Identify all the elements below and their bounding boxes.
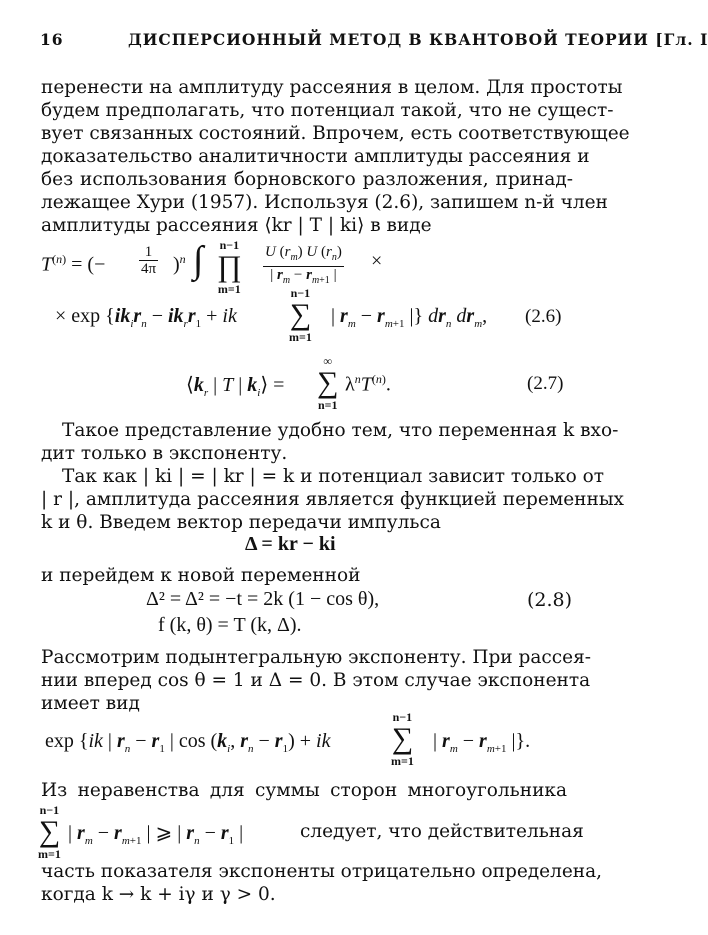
text-line: нии вперед cos θ = 1 и Δ = 0. В этом случае экспонента xyxy=(41,670,591,691)
equation-f-definition: f (k, θ) = T (k, Δ). xyxy=(158,614,302,636)
text-line: перенести на амплитуду рассеяния в целом. Для простоты xyxy=(41,77,623,98)
text-line: | r |, амплитуда рассеяния является функцией переменных xyxy=(41,489,624,510)
text-line: Рассмотрим подынтегральную экспоненту. При рассея- xyxy=(41,647,591,668)
product-operator: n−1 ∏ m=1 xyxy=(217,238,242,296)
running-title: ДИСПЕРСИОННЫЙ МЕТОД В КВАНТОВОЙ ТЕОРИИ [Гл. I xyxy=(128,30,708,49)
sum-operator: n−1 ∑ m=1 xyxy=(391,710,414,768)
page-number: 16 xyxy=(40,30,64,49)
equation-2-7: $⟨k_r$ | T | $k_i⟩$ = ∞ ∑ n=1 $\lambda^nT^{(n)}$. (2.7) xyxy=(186,354,564,412)
sum-operator: n−1 ∑ m=1 xyxy=(289,286,312,344)
text-line: Так как | ki | = | kr | = k и потенциал зависит только от xyxy=(62,466,605,487)
equation-number-2-8: (2.8) xyxy=(527,589,573,611)
fraction-one-over-4pi: $\frac{1}{4\pi}$ xyxy=(141,244,157,277)
equation-forward-exponent: exp {ik | $r_n - r_1$ | $\cos (k_i$, $r_n - r_1$) + ik n−1 ∑ m=1 | $r_m - r_{m+1}$ |}. xyxy=(45,710,531,768)
text-line: будем предполагать, что потенциал такой, что не сущест- xyxy=(41,100,614,121)
text-line: дит только в экспоненту. xyxy=(41,443,288,464)
equation-delta-definition: Δ = kr − ki xyxy=(245,533,336,555)
text-line: Такое представление удобно тем, что переменная k вхо- xyxy=(62,420,619,441)
equation-delta-squared: Δ² = Δ² = −t = 2k (1 − cos θ), xyxy=(146,588,380,610)
fraction-potential: $\frac{U (r_m) U (r_n)}{| r_m - r_{m+1} |}$ xyxy=(265,244,342,286)
text-line: часть показателя экспоненты отрицательно определена, xyxy=(41,861,603,882)
equation-number-2-6: (2.6) xyxy=(525,306,562,327)
equation-T-n-line2: × $\exp \{ik_ir_n - ik_rr_1$ + ik n−1 ∑ m=1 | $r_m - r_{m+1}$ |} $dr_n$ $dr_m$, (2.6) xyxy=(55,286,562,344)
text-line: когда k → k + iγ и γ > 0. xyxy=(41,884,276,905)
text-line: без использования борновского разложения, принад- xyxy=(41,169,573,190)
text-line: k и θ. Введем вектор передачи импульса xyxy=(41,512,441,533)
text-line: амплитуды рассеяния ⟨kr | T | ki⟩ в виде xyxy=(41,215,432,236)
integral-sign: ∫ xyxy=(193,239,204,281)
text-line: имеет вид xyxy=(41,693,140,714)
text-line: лежащее Хури (1957). Используя (2.6), запишем n-й член xyxy=(41,192,608,213)
text-line: вует связанных состояний. Впрочем, есть соответствующее xyxy=(41,123,630,144)
inequality-expression: | $r_m - r_{m+1}$ | ⩾ | $r_n - r_1$ | xyxy=(68,822,244,847)
paragraph-4: и перейдем к новой переменной xyxy=(41,565,361,586)
text-line: доказательство аналитичности амплитуды рассеяния и xyxy=(41,146,590,167)
text-line: следует, что действительная xyxy=(300,821,584,842)
book-page: 16 ДИСПЕРСИОННЫЙ МЕТОД В КВАНТОВОЙ ТЕОРИИ [Гл. I перенести на амплитуду рассеяния в целом. Для простоты будем предполагать, что потенциал такой, что не сущест- вует связанных состояний. Впрочем, есть соответствующее доказательство аналитичности амплитуды рассеяния и без использования борновского разложения, принад- лежащее Хури (1957). Используя (2.6), запишем n-й член амплитуды рассеяния ⟨kr | T | ki⟩ в виде $T^{(n)}$ = (− $\frac{1}{4\pi}$ )$^n$ ∫ n−1 ∏ m=1 $\frac{U (r_m) U (r_n)}{| r_m - r_{m+1} |}$ × × $\exp \{ik_ir_n - ik_rr_1$ + ik n−1 ∑ m=1 | $r_m - r_{m+1}$ |} $dr_n$ $dr_m$, (2.6) $⟨k_r$ | T | $k_i⟩$ = ∞ ∑ n=1 $\lambda^nT^{(n)}$. (2.7) Такое представление удобно тем, что переменная k вхо- дит только в экспоненту. Так как | ki | = | kr | = k и потенциал зависит только от | r |, амплитуда рассеяния является функцией переменных k и θ. Введем вектор передачи импульса Δ = kr − ki и перейдем к новой переменной Δ² = Δ² = −t = 2k (1 − cos θ), (2.8) f (k, θ) = T (k, Δ). Рассмотрим подынтегральную экспоненту. При рассея- нии вперед cos θ = 1 и Δ = 0. В этом случае экспонента имеет вид exp {ik | $r_n - r_1$ | $\cos (k_i$, $r_n - r_1$) + ik n−1 ∑ m=1 | $r_m - r_{m+1}$ |}. Из неравенства для суммы сторон многоугольника n−1 ∑ m=1 | $r_m - r_{m+1}$ | ⩾ | $r_n - r_1$ | следует, что действительная часть показателя экспоненты отрицательно определена, когда k → k + iγ и γ > 0. xyxy=(38,30,708,905)
sum-operator: n−1 ∑ m=1 xyxy=(38,803,61,861)
series-sum-operator: ∞ ∑ n=1 xyxy=(317,354,339,412)
equation-number-2-7: (2.7) xyxy=(527,373,564,394)
text-line: Из неравенства для суммы сторон многоугольника xyxy=(41,780,567,801)
